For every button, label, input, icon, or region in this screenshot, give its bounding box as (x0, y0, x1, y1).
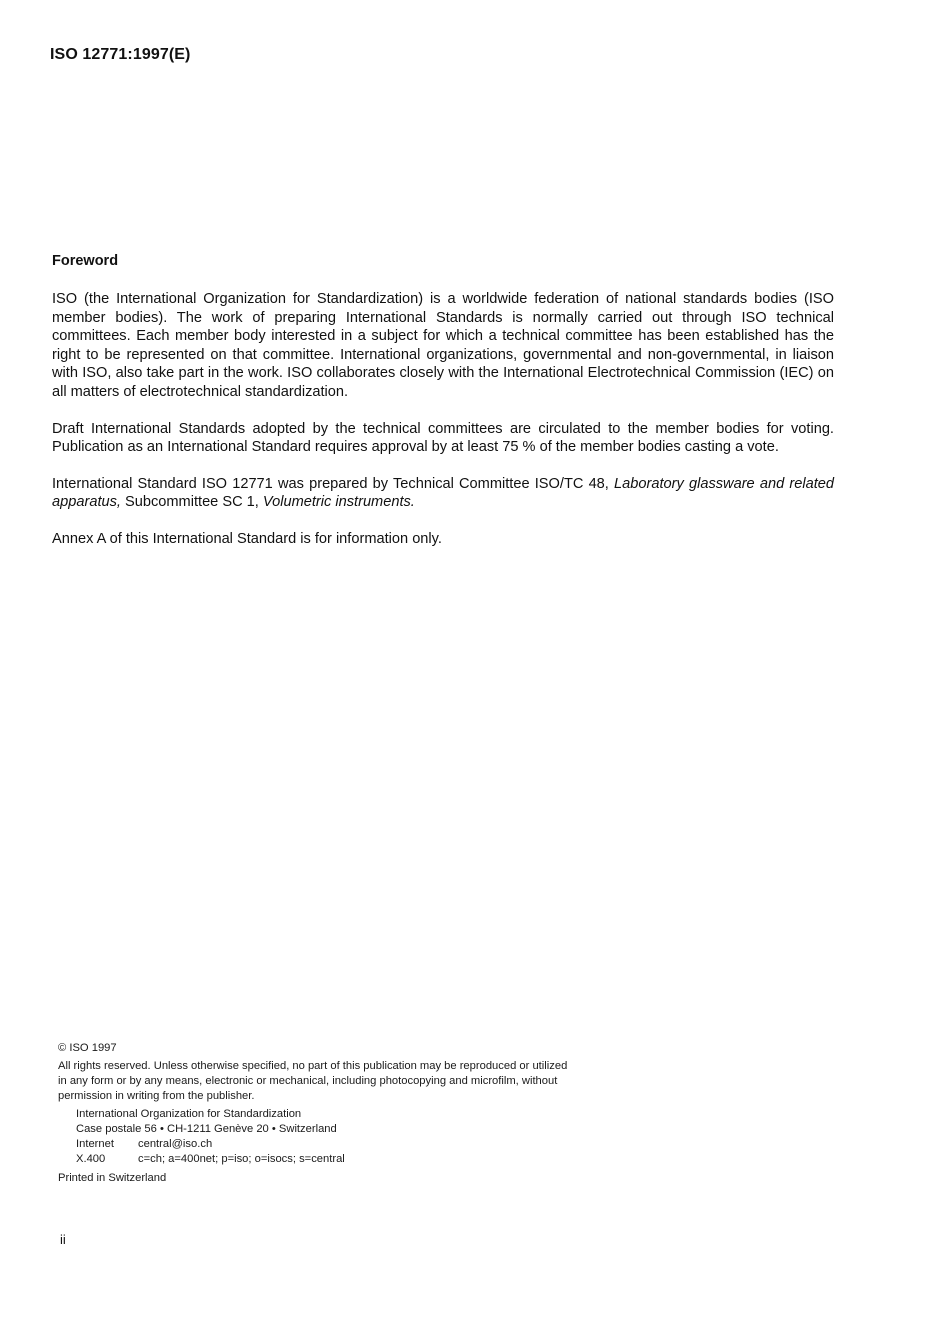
x400-label: X.400 (76, 1153, 106, 1165)
subcommittee-title: Volumetric instruments. (262, 494, 415, 511)
copyright-line: © ISO 1997 (58, 1042, 117, 1054)
organization-name: International Organization for Standardization (76, 1108, 302, 1120)
rights-notice: All rights reserved. Unless otherwise specified, no part of this publication may be reproduced or utilized in any form or by any means, electronic or mechanical, including photocopying and microfilm, without permission in writing from the publisher. (58, 1060, 568, 1102)
subcommittee-text: Subcommittee SC 1, (120, 494, 263, 511)
foreword-section (52, 253, 834, 567)
printed-location: Printed in Switzerland (58, 1172, 167, 1184)
x400-address: c=ch; a=400net; p=iso; o=isocs; s=central (138, 1153, 345, 1165)
publisher-address (76, 1107, 578, 1167)
postal-address: Case postale 56 • CH-1211 Genève 20 • Switzerland (76, 1123, 337, 1135)
foreword-paragraph-1: ISO (the International Organization for Standardization) is a worldwide federation of national standards bodies (ISO member bodies). The work of preparing International Standards is normally carried out through ISO technical committees. Each member body interested in a subject for which a technical committee has been established has the right to be represented on that committee. International organizations, governmental and non-governmental, in liaison with ISO, also take part in the work. ISO collaborates closely with the International Electrotechnical Commission (IEC) on all matters of electrotechnical standardization. (52, 291, 834, 400)
internet-label: Internet (76, 1138, 114, 1150)
foreword-paragraph-4: Annex A of this International Standard is for information only. (52, 530, 442, 547)
foreword-title: Foreword (52, 253, 119, 269)
page-number: ii (60, 1232, 66, 1247)
internet-address: central@iso.ch (138, 1138, 213, 1150)
committee-title: Laboratory glassware and related apparatus, (52, 475, 834, 511)
document-id-header: ISO 12771:1997(E) (50, 46, 191, 63)
copyright-block (58, 1041, 578, 1186)
foreword-paragraph-3 (52, 475, 834, 512)
foreword-paragraph-2: Draft International Standards adopted by the technical committees are circulated to the member bodies for voting. Publication as an International Standard requires approval by at least 75 % of the member bodies casting a vote. (52, 420, 834, 456)
x400-row (76, 1152, 578, 1167)
committee-intro-text: International Standard ISO 12771 was prepared by Technical Committee ISO/TC 48, (52, 475, 615, 492)
internet-row (76, 1137, 578, 1152)
